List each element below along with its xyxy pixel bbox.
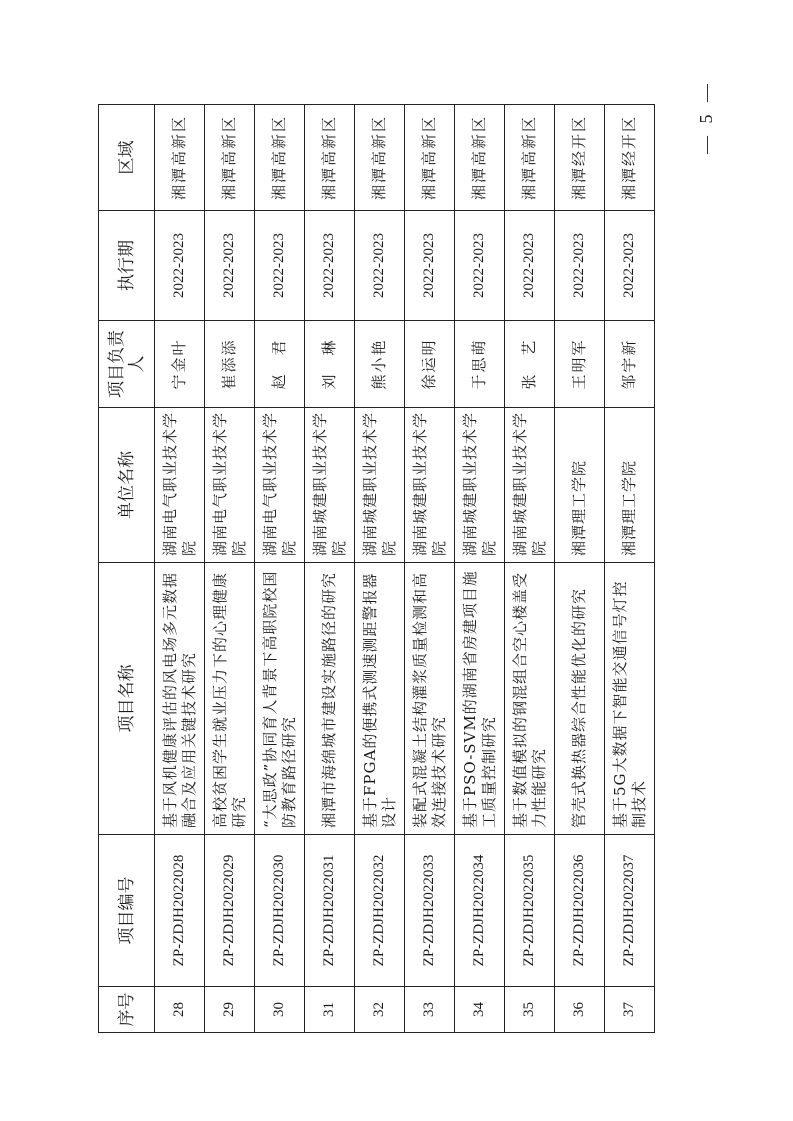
project-title: 湘潭市海绵城市建设实施路径的研究 bbox=[305, 563, 355, 835]
header-leader: 项目负责人 bbox=[99, 321, 155, 408]
row-number: 33 bbox=[405, 987, 455, 1033]
execution-period: 2022-2023 bbox=[605, 211, 655, 321]
header-area: 区域 bbox=[99, 105, 155, 211]
region: 湘潭高新区 bbox=[455, 105, 505, 211]
table-row bbox=[455, 105, 505, 1033]
region: 湘潭高新区 bbox=[155, 105, 205, 211]
row-number: 34 bbox=[455, 987, 505, 1033]
project-code: ZP-ZDJH2022034 bbox=[455, 835, 505, 987]
project-leader: 熊小艳 bbox=[355, 321, 405, 408]
table-row bbox=[605, 105, 655, 1033]
table-row bbox=[505, 105, 555, 1033]
unit-name: 湖南城建职业技术学院 bbox=[405, 408, 455, 563]
project-leader: 刘 琳 bbox=[305, 321, 355, 408]
execution-period: 2022-2023 bbox=[155, 211, 205, 321]
header-period: 执行期 bbox=[99, 211, 155, 321]
region: 湘潭经开区 bbox=[605, 105, 655, 211]
region: 湘潭高新区 bbox=[305, 105, 355, 211]
project-code: ZP-ZDJH2022028 bbox=[155, 835, 205, 987]
project-code: ZP-ZDJH2022030 bbox=[255, 835, 305, 987]
project-title: 基于PSO-SVM的湖南省房建项目施工质量控制研究 bbox=[455, 563, 505, 835]
header-row bbox=[99, 105, 155, 1033]
project-title: 管壳式换热器综合性能优化的研究 bbox=[555, 563, 605, 835]
unit-name: 湖南城建职业技术学院 bbox=[505, 408, 555, 563]
unit-name: 湖南电气职业技术学院 bbox=[155, 408, 205, 563]
project-table bbox=[98, 104, 655, 1033]
unit-name: 湘潭理工学院 bbox=[605, 408, 655, 563]
project-leader: 赵 君 bbox=[255, 321, 305, 408]
table-row bbox=[155, 105, 205, 1033]
row-number: 37 bbox=[605, 987, 655, 1033]
project-title: 基于风机健康评估的风电场多元数据融合及应用关键技术研究 bbox=[155, 563, 205, 835]
execution-period: 2022-2023 bbox=[505, 211, 555, 321]
page-number: — 5 — bbox=[696, 80, 716, 154]
project-title: 高校贫困学生就业压力下的心理健康研究 bbox=[205, 563, 255, 835]
table-row bbox=[205, 105, 255, 1033]
region: 湘潭高新区 bbox=[255, 105, 305, 211]
execution-period: 2022-2023 bbox=[355, 211, 405, 321]
table-row bbox=[405, 105, 455, 1033]
project-leader: 徐运明 bbox=[405, 321, 455, 408]
unit-name: 湖南城建职业技术学院 bbox=[305, 408, 355, 563]
header-code: 项目编号 bbox=[99, 835, 155, 987]
project-title: 基于5G大数据下智能交通信号灯控制技术 bbox=[605, 563, 655, 835]
project-leader: 张 艺 bbox=[505, 321, 555, 408]
table-row bbox=[555, 105, 605, 1033]
row-number: 28 bbox=[155, 987, 205, 1033]
project-leader: 宁金叶 bbox=[155, 321, 205, 408]
project-code: ZP-ZDJH2022037 bbox=[605, 835, 655, 987]
execution-period: 2022-2023 bbox=[405, 211, 455, 321]
table-body bbox=[155, 105, 655, 1033]
project-code: ZP-ZDJH2022032 bbox=[355, 835, 405, 987]
project-title: 基于FPGA的便携式测速测距警报器设计 bbox=[355, 563, 405, 835]
header-no: 序号 bbox=[99, 987, 155, 1033]
unit-name: 湖南城建职业技术学院 bbox=[455, 408, 505, 563]
project-leader: 邹宇新 bbox=[605, 321, 655, 408]
execution-period: 2022-2023 bbox=[455, 211, 505, 321]
project-leader: 于思萌 bbox=[455, 321, 505, 408]
project-leader: 崔添添 bbox=[205, 321, 255, 408]
execution-period: 2022-2023 bbox=[305, 211, 355, 321]
header-unit: 单位名称 bbox=[99, 408, 155, 563]
row-number: 35 bbox=[505, 987, 555, 1033]
row-number: 30 bbox=[255, 987, 305, 1033]
project-code: ZP-ZDJH2022029 bbox=[205, 835, 255, 987]
region: 湘潭高新区 bbox=[405, 105, 455, 211]
header-title: 项目名称 bbox=[99, 563, 155, 835]
region: 湘潭高新区 bbox=[205, 105, 255, 211]
table-row bbox=[355, 105, 405, 1033]
project-leader: 王明军 bbox=[555, 321, 605, 408]
table-row bbox=[305, 105, 355, 1033]
row-number: 29 bbox=[205, 987, 255, 1033]
project-code: ZP-ZDJH2022033 bbox=[405, 835, 455, 987]
project-code: ZP-ZDJH2022036 bbox=[555, 835, 605, 987]
region: 湘潭高新区 bbox=[505, 105, 555, 211]
project-code: ZP-ZDJH2022035 bbox=[505, 835, 555, 987]
row-number: 31 bbox=[305, 987, 355, 1033]
table-row bbox=[255, 105, 305, 1033]
unit-name: 湖南城建职业技术学院 bbox=[355, 408, 405, 563]
region: 湘潭高新区 bbox=[355, 105, 405, 211]
row-number: 32 bbox=[355, 987, 405, 1033]
row-number: 36 bbox=[555, 987, 605, 1033]
project-title: “大思政”协同育人背景下高职院校国防教育路径研究 bbox=[255, 563, 305, 835]
project-code: ZP-ZDJH2022031 bbox=[305, 835, 355, 987]
project-title: 装配式混凝土结构灌浆质量检测和高效连接技术研究 bbox=[405, 563, 455, 835]
project-title: 基于数值模拟的钢混组合空心楼盖受力性能研究 bbox=[505, 563, 555, 835]
execution-period: 2022-2023 bbox=[255, 211, 305, 321]
unit-name: 湖南电气职业技术学院 bbox=[205, 408, 255, 563]
unit-name: 湘潭理工学院 bbox=[555, 408, 605, 563]
execution-period: 2022-2023 bbox=[555, 211, 605, 321]
unit-name: 湖南电气职业技术学院 bbox=[255, 408, 305, 563]
execution-period: 2022-2023 bbox=[205, 211, 255, 321]
region: 湘潭经开区 bbox=[555, 105, 605, 211]
